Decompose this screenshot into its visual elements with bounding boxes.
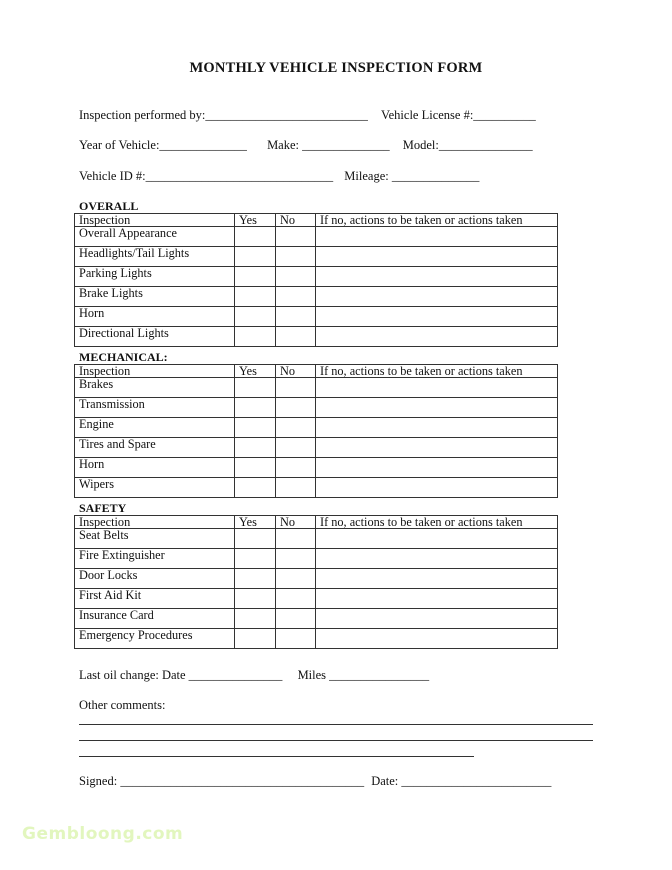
- yes-cell[interactable]: [235, 247, 276, 267]
- table-row: [75, 549, 558, 569]
- yes-cell[interactable]: [235, 307, 276, 327]
- comment-line-1[interactable]: [79, 724, 593, 725]
- section-title-safety: SAFETY: [79, 501, 127, 515]
- yes-cell[interactable]: [235, 227, 276, 247]
- item-label: Overall Appearance: [75, 227, 235, 247]
- vehicle-license-field[interactable]: Vehicle License #:__________: [380, 108, 536, 122]
- oil-change-miles-field[interactable]: Miles ________________: [297, 668, 430, 682]
- yes-cell[interactable]: [235, 589, 276, 609]
- overall-table: [74, 213, 558, 347]
- row-performed-license: [79, 108, 536, 123]
- table-row: [75, 398, 558, 418]
- vehicle-id-field[interactable]: Vehicle ID #:______________________________: [79, 169, 334, 183]
- yes-cell[interactable]: [235, 378, 276, 398]
- row-id-mileage: [79, 169, 479, 184]
- yes-cell[interactable]: [235, 569, 276, 589]
- actions-cell[interactable]: [316, 529, 558, 549]
- table-row: [75, 478, 558, 498]
- header-inspection: Inspection: [75, 365, 235, 378]
- actions-cell[interactable]: [316, 589, 558, 609]
- no-cell[interactable]: [276, 529, 316, 549]
- yes-cell[interactable]: [235, 398, 276, 418]
- signed-field[interactable]: Signed: _______________________________________: [79, 774, 365, 788]
- actions-cell[interactable]: [316, 478, 558, 498]
- yes-cell[interactable]: [235, 629, 276, 649]
- date-field[interactable]: Date: ________________________: [371, 774, 552, 788]
- table-row: [75, 438, 558, 458]
- no-cell[interactable]: [276, 247, 316, 267]
- actions-cell[interactable]: [316, 609, 558, 629]
- item-label: Wipers: [75, 478, 235, 498]
- actions-cell[interactable]: [316, 378, 558, 398]
- header-actions: If no, actions to be taken or actions taken: [316, 214, 558, 227]
- item-label: Parking Lights: [75, 267, 235, 287]
- no-cell[interactable]: [276, 227, 316, 247]
- yes-cell[interactable]: [235, 549, 276, 569]
- table-row: [75, 267, 558, 287]
- table-row: [75, 227, 558, 247]
- no-cell[interactable]: [276, 609, 316, 629]
- item-label: Horn: [75, 458, 235, 478]
- no-cell[interactable]: [276, 307, 316, 327]
- other-comments-label: Other comments:: [79, 698, 166, 712]
- item-label: Horn: [75, 307, 235, 327]
- actions-cell[interactable]: [316, 438, 558, 458]
- form-title: MONTHLY VEHICLE INSPECTION FORM: [189, 60, 483, 76]
- yes-cell[interactable]: [235, 529, 276, 549]
- no-cell[interactable]: [276, 378, 316, 398]
- yes-cell[interactable]: [235, 438, 276, 458]
- item-label: Brake Lights: [75, 287, 235, 307]
- yes-cell[interactable]: [235, 287, 276, 307]
- header-yes: Yes: [235, 214, 276, 227]
- no-cell[interactable]: [276, 398, 316, 418]
- year-of-vehicle-field[interactable]: Year of Vehicle:______________: [79, 138, 247, 152]
- table-row: [75, 458, 558, 478]
- yes-cell[interactable]: [235, 418, 276, 438]
- row-signature: [79, 774, 551, 789]
- table-row: [75, 589, 558, 609]
- oil-change-date-field[interactable]: Last oil change: Date _______________: [79, 668, 283, 682]
- yes-cell[interactable]: [235, 478, 276, 498]
- section-title-mechanical: MECHANICAL:: [79, 350, 168, 364]
- table-row: [75, 529, 558, 549]
- item-label: Tires and Spare: [75, 438, 235, 458]
- mileage-field[interactable]: Mileage: ______________: [344, 169, 480, 183]
- table-row: [75, 569, 558, 589]
- actions-cell[interactable]: [316, 418, 558, 438]
- no-cell[interactable]: [276, 287, 316, 307]
- row-oil-change: [79, 668, 429, 683]
- actions-cell[interactable]: [316, 307, 558, 327]
- no-cell[interactable]: [276, 549, 316, 569]
- section-title-overall: OVERALL: [79, 199, 139, 213]
- no-cell[interactable]: [276, 569, 316, 589]
- header-inspection: Inspection: [75, 214, 235, 227]
- table-header-row: [75, 214, 558, 227]
- item-label: Brakes: [75, 378, 235, 398]
- yes-cell[interactable]: [235, 458, 276, 478]
- no-cell[interactable]: [276, 589, 316, 609]
- header-actions: If no, actions to be taken or actions taken: [316, 516, 558, 529]
- item-label: Emergency Procedures: [75, 629, 235, 649]
- header-no: No: [276, 214, 316, 227]
- item-label: Headlights/Tail Lights: [75, 247, 235, 267]
- table-row: [75, 287, 558, 307]
- no-cell[interactable]: [276, 327, 316, 347]
- item-label: Seat Belts: [75, 529, 235, 549]
- no-cell[interactable]: [276, 267, 316, 287]
- no-cell[interactable]: [276, 418, 316, 438]
- header-actions: If no, actions to be taken or actions taken: [316, 365, 558, 378]
- actions-cell[interactable]: [316, 398, 558, 418]
- item-label: Engine: [75, 418, 235, 438]
- item-label: Transmission: [75, 398, 235, 418]
- header-no: No: [276, 516, 316, 529]
- no-cell[interactable]: [276, 629, 316, 649]
- comment-line-3[interactable]: [79, 756, 474, 757]
- header-yes: Yes: [235, 365, 276, 378]
- table-row: [75, 609, 558, 629]
- actions-cell[interactable]: [316, 549, 558, 569]
- safety-table: [74, 515, 558, 649]
- yes-cell[interactable]: [235, 609, 276, 629]
- no-cell[interactable]: [276, 458, 316, 478]
- comment-line-2[interactable]: [79, 740, 593, 741]
- item-label: Directional Lights: [75, 327, 235, 347]
- table-row: [75, 327, 558, 347]
- table-row: [75, 247, 558, 267]
- make-field[interactable]: Make: ______________: [267, 138, 390, 152]
- table-header-row: [75, 365, 558, 378]
- no-cell[interactable]: [276, 478, 316, 498]
- item-label: Fire Extinguisher: [75, 549, 235, 569]
- table-row: [75, 307, 558, 327]
- actions-cell[interactable]: [316, 287, 558, 307]
- no-cell[interactable]: [276, 438, 316, 458]
- row-year-make-model: [79, 138, 533, 153]
- actions-cell[interactable]: [316, 569, 558, 589]
- actions-cell[interactable]: [316, 629, 558, 649]
- header-inspection: Inspection: [75, 516, 235, 529]
- actions-cell[interactable]: [316, 327, 558, 347]
- mechanical-table: [74, 364, 558, 498]
- inspection-performed-by-field[interactable]: Inspection performed by:__________________________: [79, 108, 368, 122]
- header-yes: Yes: [235, 516, 276, 529]
- table-row: [75, 378, 558, 398]
- yes-cell[interactable]: [235, 327, 276, 347]
- yes-cell[interactable]: [235, 267, 276, 287]
- table-header-row: [75, 516, 558, 529]
- model-field[interactable]: Model:_______________: [402, 138, 533, 152]
- header-no: No: [276, 365, 316, 378]
- item-label: First Aid Kit: [75, 589, 235, 609]
- actions-cell[interactable]: [316, 267, 558, 287]
- actions-cell[interactable]: [316, 227, 558, 247]
- actions-cell[interactable]: [316, 247, 558, 267]
- table-row: [75, 418, 558, 438]
- table-row: [75, 629, 558, 649]
- watermark-text: Gembloong.com: [22, 824, 184, 844]
- item-label: Insurance Card: [75, 609, 235, 629]
- actions-cell[interactable]: [316, 458, 558, 478]
- item-label: Door Locks: [75, 569, 235, 589]
